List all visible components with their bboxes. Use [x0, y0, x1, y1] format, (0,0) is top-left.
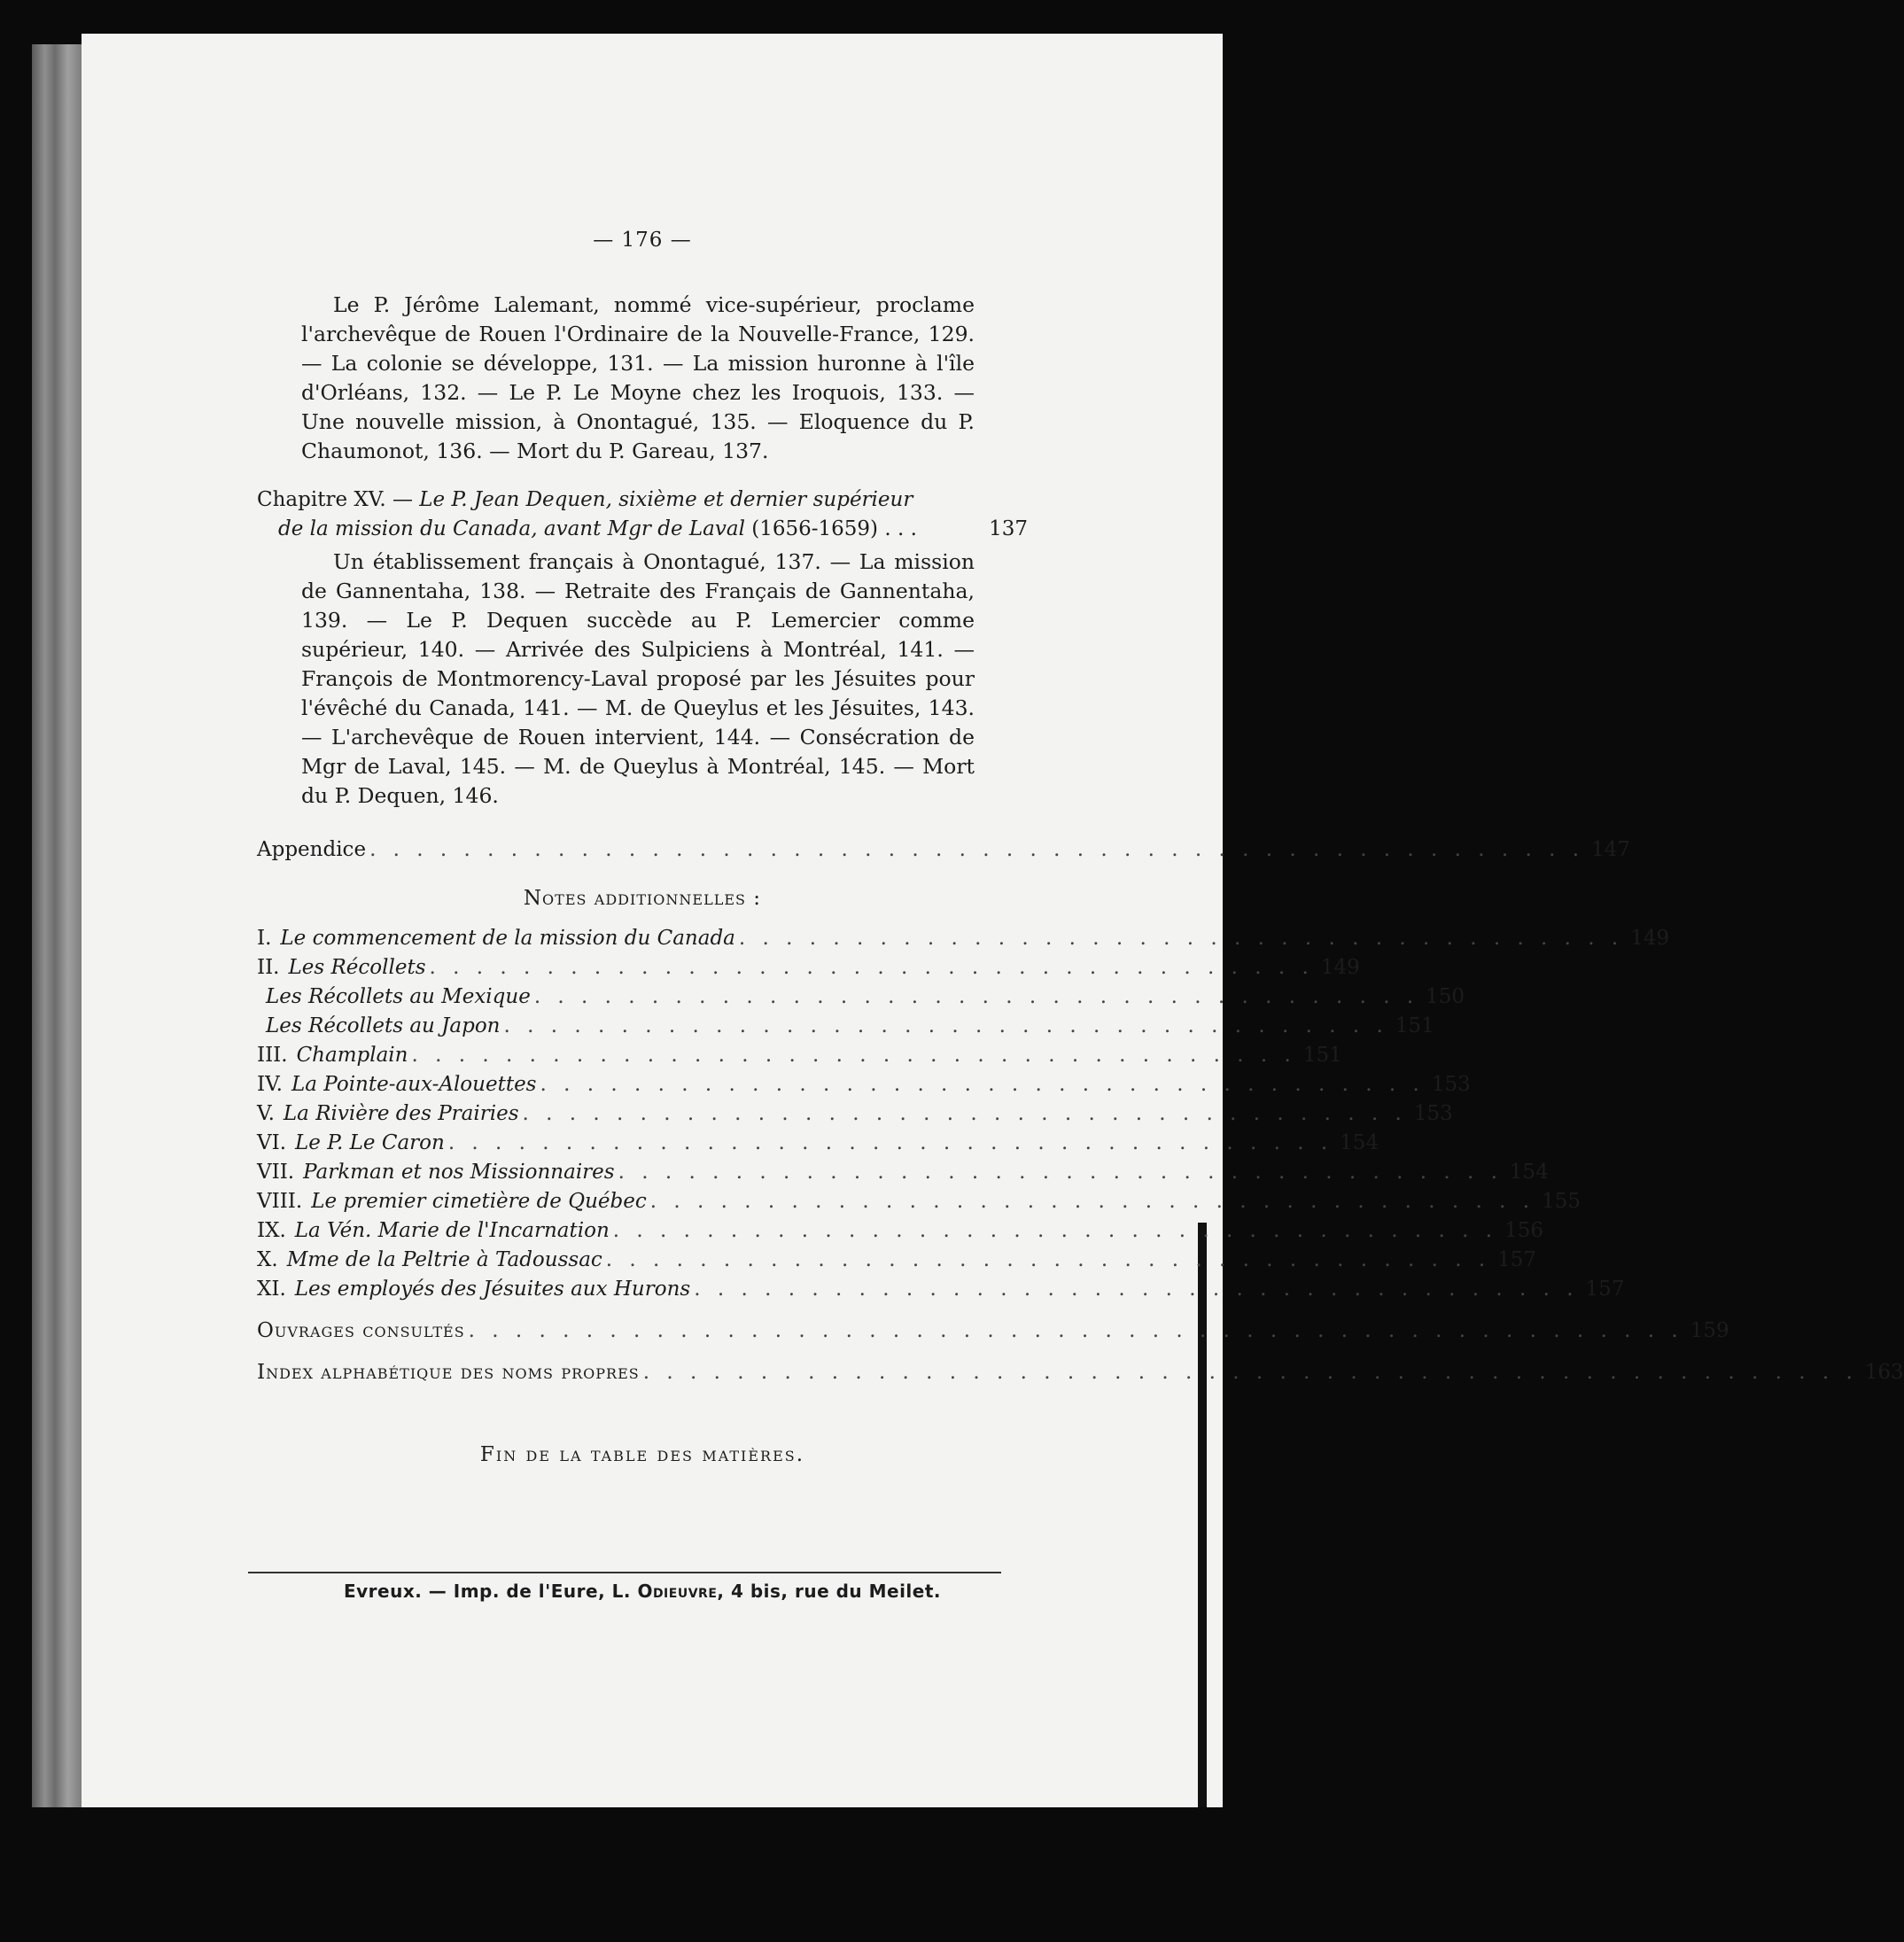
works-label: Ouvrages consultés — [257, 1319, 465, 1342]
note-entry — [257, 1187, 1581, 1216]
leader-dots: . . . . . . . . . . . . . . . . . . . . . . . . . . . . . . . . . . . . . . — [694, 1278, 1579, 1301]
printer-suffix: , 4 bis, rue du Meilet. — [717, 1581, 942, 1602]
chapter-entry — [257, 486, 1028, 544]
printer-name: Odieuvre — [637, 1581, 718, 1602]
note-entry — [257, 1158, 1549, 1187]
note-number: X. — [257, 1248, 278, 1271]
binding-shadow — [1198, 1223, 1207, 1807]
table-of-contents — [257, 226, 1904, 1606]
leader-dots: . . . . . . . . . . . . . . . . . . . . . . . . . . . . . . . . . . . . . . — [738, 927, 1624, 950]
intro-paragraph: Le P. Jérôme Lalemant, nommé vice-supérieur, proclame l'archevêque de Rouen l'Ordinaire de la Nouvelle-France, 129. — La colonie se développe, 131. — La mission huronne à l'île d'Orléans, 132. — Le P. Le Moyne chez les Iroquois, 133. — Une nouvelle mission, à Onontagué, 135. — Eloquence du P. Chaumonot, 136. — Mort du P. Gareau, 137. — [301, 292, 975, 463]
chapter-title-line2: de la mission du Canada, avant Mgr de Laval — [278, 517, 745, 540]
printer-prefix: Evreux. — Imp. de l'Eure, L. — [343, 1581, 638, 1602]
note-number: III. — [257, 1044, 288, 1067]
index-entry — [257, 1358, 1904, 1387]
note-entry — [257, 924, 1670, 953]
page-edge — [32, 44, 83, 1807]
chapter-title-line1: Le P. Jean Dequen, sixième et dernier supérieur — [419, 488, 913, 511]
note-page: 151 — [1395, 1014, 1434, 1037]
note-title: Les Récollets au Japon — [266, 1014, 501, 1037]
note-entry — [257, 1070, 1471, 1099]
note-page: 157 — [1585, 1278, 1625, 1301]
printer-imprint — [257, 1577, 1028, 1606]
note-entry — [257, 1041, 1342, 1070]
note-page: 153 — [1413, 1102, 1453, 1125]
note-page: 156 — [1504, 1219, 1543, 1242]
note-entry — [257, 1129, 1379, 1158]
appendix-page: 147 — [1591, 838, 1631, 861]
note-entry — [257, 1216, 1543, 1246]
leader-dots: . . . . . . . . . . . . . . . . . . . . . . . . . . . . . . . . . . . . . . — [411, 1044, 1296, 1067]
note-title: Les employés des Jésuites aux Hurons — [294, 1278, 691, 1301]
note-number: IV. — [257, 1073, 283, 1096]
note-number: IX. — [257, 1219, 286, 1242]
note-title: Le P. Le Caron — [295, 1131, 445, 1154]
end-of-contents: Fin de la table des matières. — [479, 1443, 805, 1466]
note-number: VII. — [257, 1161, 295, 1184]
note-title: Les Récollets — [288, 956, 426, 979]
note-entry — [257, 953, 1360, 983]
note-number: VIII. — [257, 1190, 303, 1213]
note-page: 157 — [1497, 1248, 1537, 1271]
index-label: Index alphabétique des noms propres — [257, 1361, 640, 1384]
note-title: Les Récollets au Mexique — [266, 985, 531, 1008]
note-page: 151 — [1302, 1044, 1342, 1067]
notes-list — [257, 924, 1670, 1304]
appendix-entry — [257, 835, 1631, 865]
chapter-label: Chapitre XV. — — [257, 488, 420, 511]
note-page: 153 — [1431, 1073, 1471, 1096]
leader-dots: . . . . . . . . . . . . . . . . . . . . . . . . . . . . . . . . . . . . . . — [649, 1190, 1535, 1213]
note-page: 149 — [1630, 927, 1670, 950]
chapter-page: 137 — [989, 517, 1028, 540]
note-title: Le premier cimetière de Québec — [311, 1190, 647, 1213]
leader-dots: . . . . . . . . . . . . . . . . . . . . . . . . . . . . . . . . . . . . . . — [540, 1073, 1425, 1096]
leader-dots: . . . . . . . . . . . . . . . . . . . . . . . . . . . . . . . . . . . . . . — [447, 1131, 1333, 1154]
leader-dots: . . . . . . . . . . . . . . . . . . . . . . . . . . . . . . . . . . . . . . — [503, 1014, 1388, 1037]
note-title: Le commencement de la mission du Canada — [280, 927, 735, 950]
note-number: VI. — [257, 1131, 287, 1154]
divider-rule — [248, 1572, 1001, 1573]
note-entry — [257, 1275, 1625, 1304]
note-page: 154 — [1509, 1161, 1549, 1184]
note-entry — [257, 1246, 1537, 1275]
chapter-heading — [257, 486, 975, 544]
leader-dots: . . . . . . . . . . . . . . . . . . . . . . . . . . . . . . . . . . . . . . — [429, 956, 1314, 979]
note-page: 149 — [1320, 956, 1360, 979]
note-title: La Rivière des Prairies — [283, 1102, 519, 1125]
note-title: La Vén. Marie de l'Incarnation — [294, 1219, 610, 1242]
note-page: 150 — [1426, 985, 1465, 1008]
note-page: 155 — [1542, 1190, 1581, 1213]
note-title: Mme de la Peltrie à Tadoussac — [286, 1248, 602, 1271]
leader-dots: . . . . . . . . . . . . . . . . . . . . . . . . . . . . . . . . . . . . . . . . . . . . . . . . . . . . — [642, 1361, 1858, 1384]
works-entry — [257, 1317, 1729, 1346]
note-entry — [257, 983, 1465, 1012]
leader-dots: . . . . . . . . . . . . . . . . . . . . . . . . . . . . . . . . . . . . . . — [618, 1161, 1503, 1184]
note-number: XI. — [257, 1278, 286, 1301]
note-number: I. — [257, 927, 272, 950]
note-entry — [257, 1012, 1434, 1041]
leader-dots: . . . . . . . . . . . . . . . . . . . . . . . . . . . . . . . . . . . . . . — [612, 1219, 1498, 1242]
note-entry — [257, 1099, 1453, 1129]
note-page: 154 — [1340, 1131, 1379, 1154]
appendix-label: Appendice — [257, 838, 367, 861]
note-number: II. — [257, 956, 280, 979]
chapter-dates: (1656-1659) . . . — [744, 517, 917, 540]
page-number: — 176 — — [593, 229, 692, 252]
note-number: V. — [257, 1102, 275, 1125]
leader-dots: . . . . . . . . . . . . . . . . . . . . . . . . . . . . . . . . . . . . . . — [533, 985, 1419, 1008]
index-page: 163 — [1864, 1361, 1904, 1384]
leader-dots: . . . . . . . . . . . . . . . . . . . . . . . . . . . . . . . . . . . . . . — [605, 1248, 1491, 1271]
chapter-summary: Un établissement français à Onontagué, 137. — La mission de Gannentaha, 138. — Retraite des Français de Gannentaha, 139. — Le P. Dequen succède au P. Lemercier comme supérieur, 140. — Arrivée des Sulpiciens à Montréal, 141. — François de Montmorency-Laval proposé par les Jésuites pour l'évêché du Canada, 141. — M. de Queylus et les Jésuites, 143. — L'archevêque de Rouen intervient, 144. — Consécration de Mgr de Laval, 145. — M. de Queylus à Montréal, 145. — Mort du P. Dequen, 146. — [301, 549, 975, 808]
leader-dots: . . . . . . . . . . . . . . . . . . . . . . . . . . . . . . . . . . . . . . . . . . . . . . . . . . . . — [369, 838, 1585, 861]
leader-dots: . . . . . . . . . . . . . . . . . . . . . . . . . . . . . . . . . . . . . . . . . . . . . . . . . . . . — [468, 1319, 1683, 1342]
leader-dots: . . . . . . . . . . . . . . . . . . . . . . . . . . . . . . . . . . . . . . — [522, 1102, 1407, 1125]
note-title: Parkman et nos Missionnaires — [303, 1161, 615, 1184]
note-title: La Pointe-aux-Alouettes — [291, 1073, 537, 1096]
notes-heading: Notes additionnelles : — [523, 887, 762, 910]
works-page: 159 — [1690, 1319, 1729, 1342]
note-title: Champlain — [296, 1044, 408, 1067]
